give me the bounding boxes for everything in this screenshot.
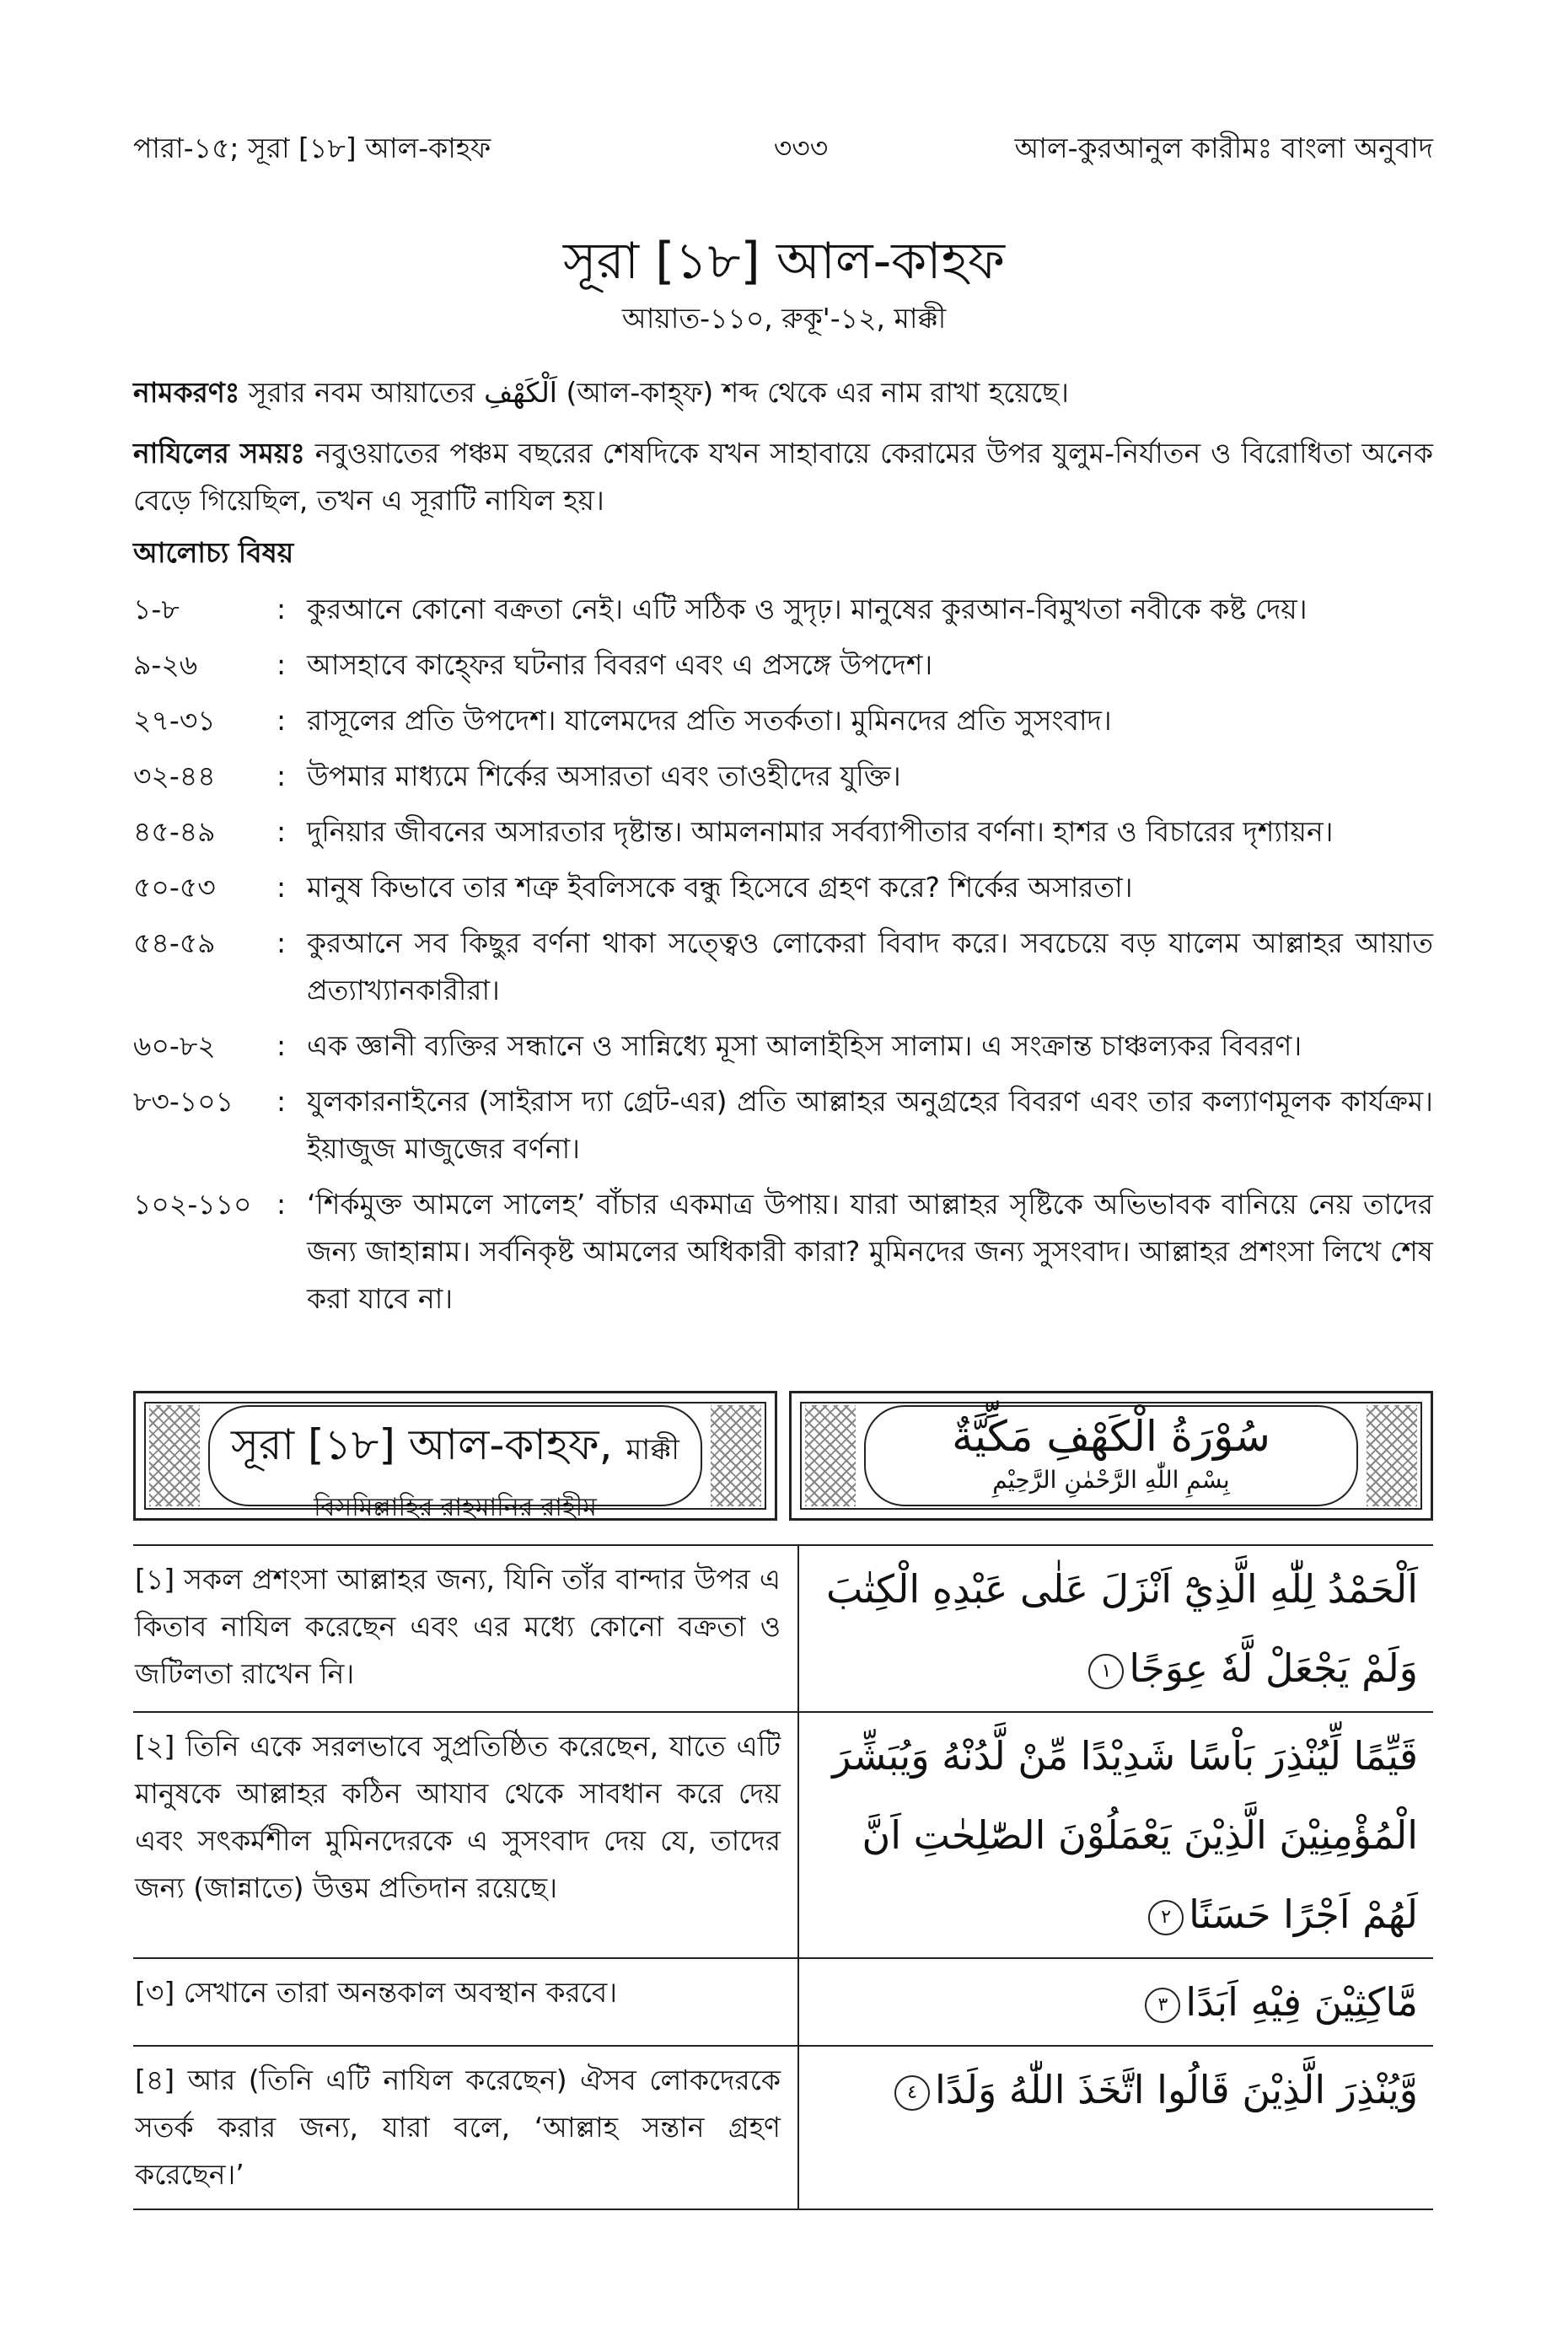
- topic-text: আসহাবে কাহ্ফের ঘটনার বিবরণ এবং এ প্রসঙ্গে উপদেশ।: [307, 648, 933, 681]
- banner-bengali-bismillah: বিসমিল্লাহির রাহমানির রাহীম: [314, 1493, 597, 1522]
- running-header-left: পারা-১৫; সূরা [১৮] আল-কাহফ: [133, 131, 491, 164]
- topic-range: ৯-২৬: [133, 648, 198, 681]
- verse-arabic: [799, 1959, 1433, 2045]
- topic-colon: :: [277, 1085, 287, 1118]
- page-number: ৩৩৩: [773, 131, 829, 164]
- topic-text: দুনিয়ার জীবনের অসারতার দৃষ্টান্ত। আমলনামার সর্বব্যাপীতার বর্ণনা। হাশর ও বিচারের দৃশ্যায়ন।: [307, 815, 1334, 848]
- banner-bengali-title-text: সূরা [১৮] আল-কাহফ,: [231, 1420, 613, 1469]
- revelation-text: নবুওয়াতের পঞ্চম বছরের শেষদিকে যখন সাহাবায়ে কেরামের উপর যুলুম-নির্যাতন ও বিরোধিতা অনেক বেড়ে গিয়েছিল, তখন এ সূরাটি নাযিল হয়।: [133, 437, 1433, 517]
- topic-item: [133, 808, 1433, 856]
- topic-colon: :: [277, 1029, 287, 1062]
- revelation-paragraph: [133, 430, 1433, 524]
- verse-arabic: [799, 1546, 1433, 1711]
- verse-row: [133, 1713, 1433, 1959]
- topic-range: ৩২-৪৪: [133, 759, 216, 792]
- verse-arabic-text: قَيِّمًا لِّيُنْذِرَ بَاْسًا شَدِيْدًا مِّنْ لَّدُنْهُ وَيُبَشِّرَ الْمُؤْمِنِيْنَ الَّذِيْنَ يَعْمَلُوْنَ الصّٰلِحٰتِ اَنَّ لَهُمْ اَجْرًا حَسَنًا: [832, 1733, 1418, 1937]
- ornament-pattern-icon: [711, 1405, 761, 1506]
- topic-colon: :: [277, 648, 287, 681]
- naming-text-before: সূরার নবম আয়াতের: [248, 376, 475, 409]
- verse-table: [133, 1544, 1433, 2210]
- topic-text: কুরআনে সব কিছুর বর্ণনা থাকা সত্ত্বেও লোকেরা বিবাদ করে। সবচেয়ে বড় যালেম আল্লাহর আয়াত প্রত্যাখ্যানকারীরা।: [307, 926, 1433, 1006]
- topic-range: ৬০-৮২: [133, 1029, 216, 1062]
- naming-text-after: (আল-কাহ্ফ) শব্দ থেকে এর নাম রাখা হয়েছে।: [566, 376, 1069, 409]
- topic-colon: :: [277, 815, 287, 848]
- topic-range: ২৭-৩১: [133, 704, 216, 737]
- naming-arabic-word: اَلْكَهْفِ: [484, 376, 557, 409]
- banner-bengali-title-suffix: মাক্কী: [626, 1433, 679, 1467]
- verse-arabic-text: وَّيُنْذِرَ الَّذِيْنَ قَالُوا اتَّخَذَ اللّٰهُ وَلَدًا: [935, 2067, 1418, 2112]
- topic-colon: :: [277, 759, 287, 792]
- topic-range: ৪৫-৪৯: [133, 815, 216, 848]
- topic-item: [133, 641, 1433, 689]
- topic-text: ‘শির্কমুক্ত আমলে সালেহ’ বাঁচার একমাত্র উপায়। যারা আল্লাহর সৃষ্টিকে অভিভাবক বানিয়ে নেয় তাদের জন্য জাহান্নাম। সর্বনিকৃষ্ট আমলের অধিকারী কারা? মুমিনদের জন্য সুসংবাদ। আল্লাহর প্রশংসা লিখে শেষ করা যাবে না।: [307, 1188, 1433, 1315]
- topic-item: [133, 864, 1433, 911]
- banner-arabic-frame: [789, 1391, 1433, 1521]
- topic-item: [133, 1181, 1433, 1323]
- running-header-right: আল-কুরআনুল কারীমঃ বাংলা অনুবাদ: [1014, 131, 1433, 164]
- topic-item: [133, 1022, 1433, 1070]
- topic-text: রাসূলের প্রতি উপদেশ। যালেমদের প্রতি সতর্কতা। মুমিনদের প্রতি সুসংবাদ।: [307, 704, 1112, 737]
- verse-number-marker: ٣: [1145, 1988, 1180, 2023]
- topic-item: [133, 920, 1433, 1014]
- topic-item: [133, 1078, 1433, 1173]
- verse-number-marker: ١: [1088, 1654, 1124, 1689]
- verse-number-marker: ٢: [1148, 1900, 1184, 1935]
- topic-colon: :: [277, 1188, 287, 1221]
- verse-row: [133, 1546, 1433, 1713]
- topic-text: কুরআনে কোনো বক্রতা নেই। এটি সঠিক ও সুদৃঢ়। মানুষের কুরআন-বিমুখতা নবীকে কষ্ট দেয়।: [307, 593, 1308, 625]
- banner-arabic-bismillah: بِسْمِ اللّٰهِ الرَّحْمٰنِ الرَّحِيْمِ: [992, 1466, 1230, 1494]
- ornament-pattern-icon: [1367, 1405, 1417, 1506]
- topic-range: ১০২-১১০: [133, 1188, 252, 1221]
- verse-row: [133, 2047, 1433, 2210]
- verse-arabic-text: مَّاكِثِيْنَ فِيْهِ اَبَدًا: [1185, 1979, 1418, 2025]
- topic-colon: :: [277, 926, 287, 959]
- ornament-pattern-icon: [149, 1405, 200, 1506]
- banner-bengali-frame: [133, 1391, 777, 1521]
- banner-arabic-cartouche: [864, 1405, 1358, 1506]
- verse-translation: [১] সকল প্রশংসা আল্লাহর জন্য, যিনি তাঁর বান্দার উপর এ কিতাব নাযিল করেছেন এবং এর মধ্যে কোনো বক্রতা ও জটিলতা রাখেন নি।: [133, 1546, 799, 1711]
- topics-list: [133, 586, 1433, 1331]
- verse-row: [133, 1959, 1433, 2047]
- page-title: সূরা [১৮] আল-কাহফ: [563, 232, 1005, 291]
- topic-text: উপমার মাধ্যমে শির্কের অসারতা এবং তাওহীদের যুক্তি।: [307, 759, 901, 792]
- topic-range: ৫৪-৫৯: [133, 926, 216, 959]
- naming-label: নামকরণঃ: [133, 376, 240, 409]
- topic-range: ৮৩-১০১: [133, 1085, 234, 1118]
- verse-arabic: [799, 2047, 1433, 2209]
- topic-range: ১-৮: [133, 593, 180, 625]
- revelation-label: নাযিলের সময়ঃ: [133, 437, 305, 470]
- topic-item: [133, 753, 1433, 800]
- page-subtitle: আয়াত-১১০, রুকূ'-১২, মাক্কী: [621, 302, 947, 335]
- surah-banner: [133, 1391, 1433, 1521]
- topic-text: যুলকারনাইনের (সাইরাস দ্যা গ্রেট-এর) প্রতি আল্লাহর অনুগ্রহের বিবরণ এবং তার কল্যাণমূলক কার্যক্রম। ইয়াজুজ মাজুজের বর্ণনা।: [307, 1085, 1433, 1165]
- topic-text: এক জ্ঞানী ব্যক্তির সন্ধানে ও সান্নিধ্যে মূসা আলাইহিস সালাম। এ সংক্রান্ত চাঞ্চল্যকর বিবরণ।: [307, 1029, 1302, 1062]
- topic-colon: :: [277, 704, 287, 737]
- verse-number-marker: ٤: [894, 2075, 930, 2111]
- verse-translation: [২] তিনি একে সরলভাবে সুপ্রতিষ্ঠিত করেছেন, যাতে এটি মানুষকে আল্লাহর কঠিন আযাব থেকে সাবধান করে দেয় এবং সৎকর্মশীল মুমিনদেরকে এ সুসংবাদ দেয় যে, তাদের জন্য (জান্নাতে) উত্তম প্রতিদান রয়েছে।: [133, 1713, 799, 1957]
- verse-arabic: [799, 1713, 1433, 1957]
- naming-paragraph: [133, 369, 1433, 416]
- topic-colon: :: [277, 871, 287, 904]
- topics-heading: আলোচ্য বিষয়: [133, 536, 294, 569]
- ornament-pattern-icon: [805, 1405, 856, 1506]
- verse-translation: [৩] সেখানে তারা অনন্তকাল অবস্থান করবে।: [133, 1959, 799, 2045]
- verse-arabic-text: اَلْحَمْدُ لِلّٰهِ الَّذِيْٓ اَنْزَلَ عَلٰى عَبْدِهِ الْكِتٰبَ وَلَمْ يَجْعَلْ لَّهٗ عِوَجًا: [825, 1566, 1418, 1691]
- banner-arabic-title: سُوْرَةُ الْكَهْفِ مَكِّيَّةٌ: [952, 1412, 1270, 1461]
- topic-item: [133, 586, 1433, 633]
- topic-range: ৫০-৫৩: [133, 871, 216, 904]
- banner-bengali-title: [210, 1414, 701, 1484]
- topic-text: মানুষ কিভাবে তার শত্রু ইবলিসকে বন্ধু হিসেবে গ্রহণ করে? শির্কের অসারতা।: [307, 871, 1133, 904]
- verse-translation: [৪] আর (তিনি এটি নাযিল করেছেন) ঐসব লোকদেরকে সতর্ক করার জন্য, যারা বলে, ‘আল্লাহ সন্তান গ্রহণ করেছেন।’: [133, 2047, 799, 2209]
- banner-bengali-cartouche: [208, 1405, 702, 1522]
- topic-item: [133, 697, 1433, 744]
- topic-colon: :: [277, 593, 287, 625]
